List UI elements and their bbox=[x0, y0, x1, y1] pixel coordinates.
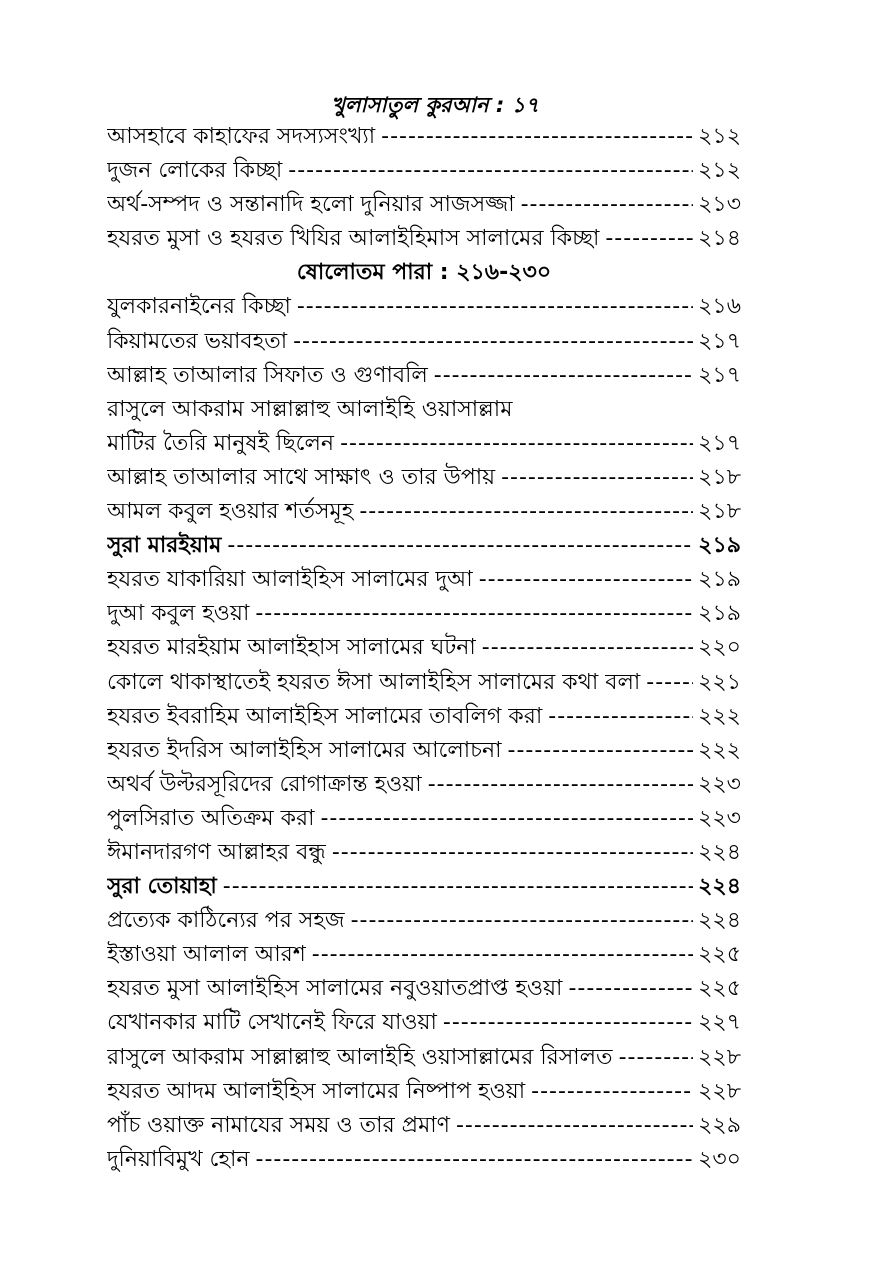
toc-entry-title: আল্লাহ তাআলার সাথে সাক্ষাৎ ও তার উপায় bbox=[107, 464, 496, 490]
toc-entry bbox=[107, 222, 741, 256]
toc-entry bbox=[107, 904, 741, 938]
toc-leader-dashes bbox=[332, 836, 693, 870]
toc-leader-dashes bbox=[351, 904, 693, 938]
toc-entry bbox=[107, 154, 741, 188]
toc-entry-title: সুরা তোয়াহা bbox=[107, 874, 217, 900]
toc-entry-title: পাঁচ ওয়াক্ত নামাযের সময় ও তার প্রমাণ bbox=[107, 1112, 450, 1138]
toc-entry bbox=[107, 700, 741, 734]
toc-leader-dashes bbox=[320, 802, 693, 836]
toc-leader-dashes bbox=[223, 870, 693, 904]
toc-entry-title: আমল কবুল হওয়ার শর্তসমূহ bbox=[107, 499, 354, 525]
toc-entry-title: হযরত ইবরাহিম আলাইহিস সালামের তাবলিগ করা bbox=[107, 703, 543, 729]
toc-entry-title: হযরত মুসা আলাইহিস সালামের নবুওয়াতপ্রাপ্ত হওয়া bbox=[107, 976, 563, 1002]
toc-entry-title: রাসুলে আকরাম সাল্লাল্লাহু আলাইহি ওয়াসাল্লাম bbox=[107, 396, 513, 422]
toc-entry bbox=[107, 563, 741, 597]
toc-entry-page-number: ২২৯ bbox=[698, 1112, 741, 1138]
toc-entry-page-number: ২২২ bbox=[698, 737, 741, 763]
toc-entry-page-number: ২২৮ bbox=[698, 1044, 741, 1070]
toc-leader-dashes bbox=[312, 938, 693, 972]
toc-leader-dashes bbox=[428, 768, 693, 802]
toc-entry bbox=[107, 870, 741, 904]
toc-entry-title: আল্লাহ তাআলার সিফাত ও গুণাবলি bbox=[107, 362, 428, 388]
toc-entry bbox=[107, 666, 741, 700]
toc-entry-page-number: ২১৯ bbox=[698, 567, 741, 593]
toc-entry-title: সুরা মারইয়াম bbox=[107, 533, 222, 559]
toc-entry-title: আসহাবে কাহাফের সদস্যসংখ্যা bbox=[107, 124, 376, 149]
toc-leader-dashes bbox=[443, 1006, 693, 1040]
toc-entry bbox=[107, 972, 741, 1006]
toc-entry-page-number: ২১৮ bbox=[698, 499, 741, 525]
toc-entry-title: মাটির তৈরি মানুষই ছিলেন bbox=[107, 430, 335, 456]
toc-entries-after bbox=[107, 290, 741, 1176]
toc-entry-title: দুনিয়াবিমুখ হোন bbox=[107, 1146, 250, 1172]
toc-entry bbox=[107, 597, 741, 631]
toc-entry bbox=[107, 768, 741, 802]
toc-leader-dashes bbox=[256, 1143, 693, 1177]
toc-leader-dashes bbox=[456, 1109, 693, 1143]
toc-entry bbox=[107, 325, 741, 359]
page-header: খুলাসাতুল কুরআন : ১৭ bbox=[331, 93, 539, 117]
toc-entry-title: হযরত মুসা ও হযরত খিযির আলাইহিমাস সালামের কিচ্ছা bbox=[107, 226, 600, 252]
toc-entry-page-number: ২২০ bbox=[698, 635, 741, 661]
toc-entry-title: প্রত্যেক কাঠিন্যের পর সহজ bbox=[107, 908, 345, 934]
toc-entry-title: পুলসিরাত অতিক্রম করা bbox=[107, 805, 315, 831]
toc-entry bbox=[107, 495, 741, 529]
toc-entry-page-number: ২১৪ bbox=[698, 226, 741, 252]
toc-leader-dashes bbox=[619, 1041, 693, 1075]
toc-entry-page-number: ২২৫ bbox=[698, 976, 741, 1002]
toc-entry-title: যুলকারনাইনের কিচ্ছা bbox=[107, 294, 291, 320]
toc-entry bbox=[107, 461, 741, 495]
toc-leader-dashes bbox=[501, 461, 693, 495]
toc-entry bbox=[107, 529, 741, 563]
toc-entry-page-number: ২২৪ bbox=[698, 839, 741, 865]
toc-entry-page-number: ২২২ bbox=[698, 703, 741, 729]
toc-entry-title: ঈমানদারগণ আল্লাহর বন্ধু bbox=[107, 839, 326, 865]
toc-entry-page-number: ২১৩ bbox=[698, 192, 741, 218]
toc-leader-dashes bbox=[521, 188, 693, 222]
toc-entry bbox=[107, 1143, 741, 1177]
toc-entry bbox=[107, 802, 741, 836]
toc-entry-page-number: ২২৩ bbox=[698, 805, 741, 831]
section-heading: ষোলোতম পারা : ২১৬-২৩০ bbox=[296, 260, 552, 286]
toc-entry-page-number: ২২৪ bbox=[698, 874, 741, 900]
toc-entry-title: দুআ কবুল হওয়া bbox=[107, 601, 250, 627]
toc-leader-dashes bbox=[605, 222, 693, 256]
toc-entry-page-number: ২১৯ bbox=[698, 533, 741, 559]
toc-leader-dashes bbox=[482, 631, 693, 665]
toc-entry-page-number: ২২৫ bbox=[698, 942, 741, 968]
toc-entry-title: কিয়ামতের ভয়াবহতা bbox=[107, 328, 288, 354]
toc-entry bbox=[107, 1041, 741, 1075]
toc-entry-page-number: ২২৮ bbox=[698, 1078, 741, 1104]
table-of-contents bbox=[107, 120, 741, 1177]
toc-entry bbox=[107, 1006, 741, 1040]
toc-entry-title: হযরত যাকারিয়া আলাইহিস সালামের দুআ bbox=[107, 567, 473, 593]
toc-entry bbox=[107, 1075, 741, 1109]
toc-entry-page-number: ২১৬ bbox=[698, 294, 741, 320]
toc-leader-dashes bbox=[568, 972, 693, 1006]
toc-entry-title: কোলে থাকাস্থাতেই হযরত ঈসা আলাইহিস সালামের কথা বলা bbox=[107, 669, 641, 695]
toc-entry-page-number: ২১৮ bbox=[698, 464, 741, 490]
toc-entry-page-number: ২৩০ bbox=[698, 1146, 741, 1172]
toc-leader-dashes bbox=[297, 290, 693, 324]
toc-entry-page-number: ২২৩ bbox=[698, 771, 741, 797]
toc-entry-title: হযরত মারইয়াম আলাইহাস সালামের ঘটনা bbox=[107, 635, 476, 661]
toc-entry bbox=[107, 188, 741, 222]
toc-leader-dashes bbox=[646, 666, 693, 700]
toc-entry-title: হযরত ইদরিস আলাইহিস সালামের আলোচনা bbox=[107, 737, 502, 763]
toc-entry-page-number: ২১২ bbox=[698, 124, 741, 149]
toc-entry-page-number: ২১৯ bbox=[698, 601, 741, 627]
toc-entry-title: যেখানকার মাটি সেখানেই ফিরে যাওয়া bbox=[107, 1010, 437, 1036]
toc-entry-title: রাসুলে আকরাম সাল্লাল্লাহু আলাইহি ওয়াসাল্লামের রিসালত bbox=[107, 1044, 613, 1070]
toc-leader-dashes bbox=[508, 734, 693, 768]
toc-entry bbox=[107, 427, 741, 461]
toc-leader-dashes bbox=[479, 563, 693, 597]
toc-entry bbox=[107, 734, 741, 768]
toc-entry-page-number: ২১৭ bbox=[698, 430, 741, 456]
toc-entry bbox=[107, 393, 741, 427]
toc-entry-page-number: ২১৭ bbox=[698, 328, 741, 354]
toc-leader-dashes bbox=[381, 120, 693, 154]
toc-leader-dashes bbox=[434, 359, 693, 393]
toc-entry-title: অর্থ-সম্পদ ও সন্তানাদি হলো দুনিয়ার সাজসজ্জা bbox=[107, 192, 515, 218]
toc-leader-dashes bbox=[548, 700, 693, 734]
toc-entry bbox=[107, 1109, 741, 1143]
toc-leader-dashes bbox=[227, 529, 693, 563]
toc-leader-dashes bbox=[531, 1075, 693, 1109]
toc-leader-dashes bbox=[255, 597, 693, 631]
toc-leader-dashes bbox=[288, 154, 693, 188]
toc-entry-page-number: ২২১ bbox=[698, 669, 741, 695]
toc-leader-dashes bbox=[293, 325, 693, 359]
toc-entry bbox=[107, 120, 741, 154]
toc-leader-dashes bbox=[340, 427, 693, 461]
toc-entry-title: হযরত আদম আলাইহিস সালামের নিষ্পাপ হওয়া bbox=[107, 1078, 526, 1104]
toc-entry bbox=[107, 359, 741, 393]
toc-entry-title: ইস্তাওয়া আলাল আরশ bbox=[107, 942, 306, 968]
toc-entry-page-number: ২২৭ bbox=[698, 1010, 741, 1036]
toc-entries-before bbox=[107, 120, 741, 256]
toc-entry-page-number: ২১৭ bbox=[698, 362, 741, 388]
toc-entry-page-number: ২২৪ bbox=[698, 908, 741, 934]
toc-entry bbox=[107, 836, 741, 870]
toc-leader-dashes bbox=[359, 495, 693, 529]
toc-entry-title: দুজন লোকের কিচ্ছা bbox=[107, 158, 283, 184]
toc-entry bbox=[107, 631, 741, 665]
toc-entry bbox=[107, 938, 741, 972]
toc-entry-title: অথর্ব উল্টরসূরিদের রোগাক্রান্ত হওয়া bbox=[107, 771, 422, 797]
toc-entry bbox=[107, 290, 741, 324]
toc-entry-page-number: ২১২ bbox=[698, 158, 741, 184]
